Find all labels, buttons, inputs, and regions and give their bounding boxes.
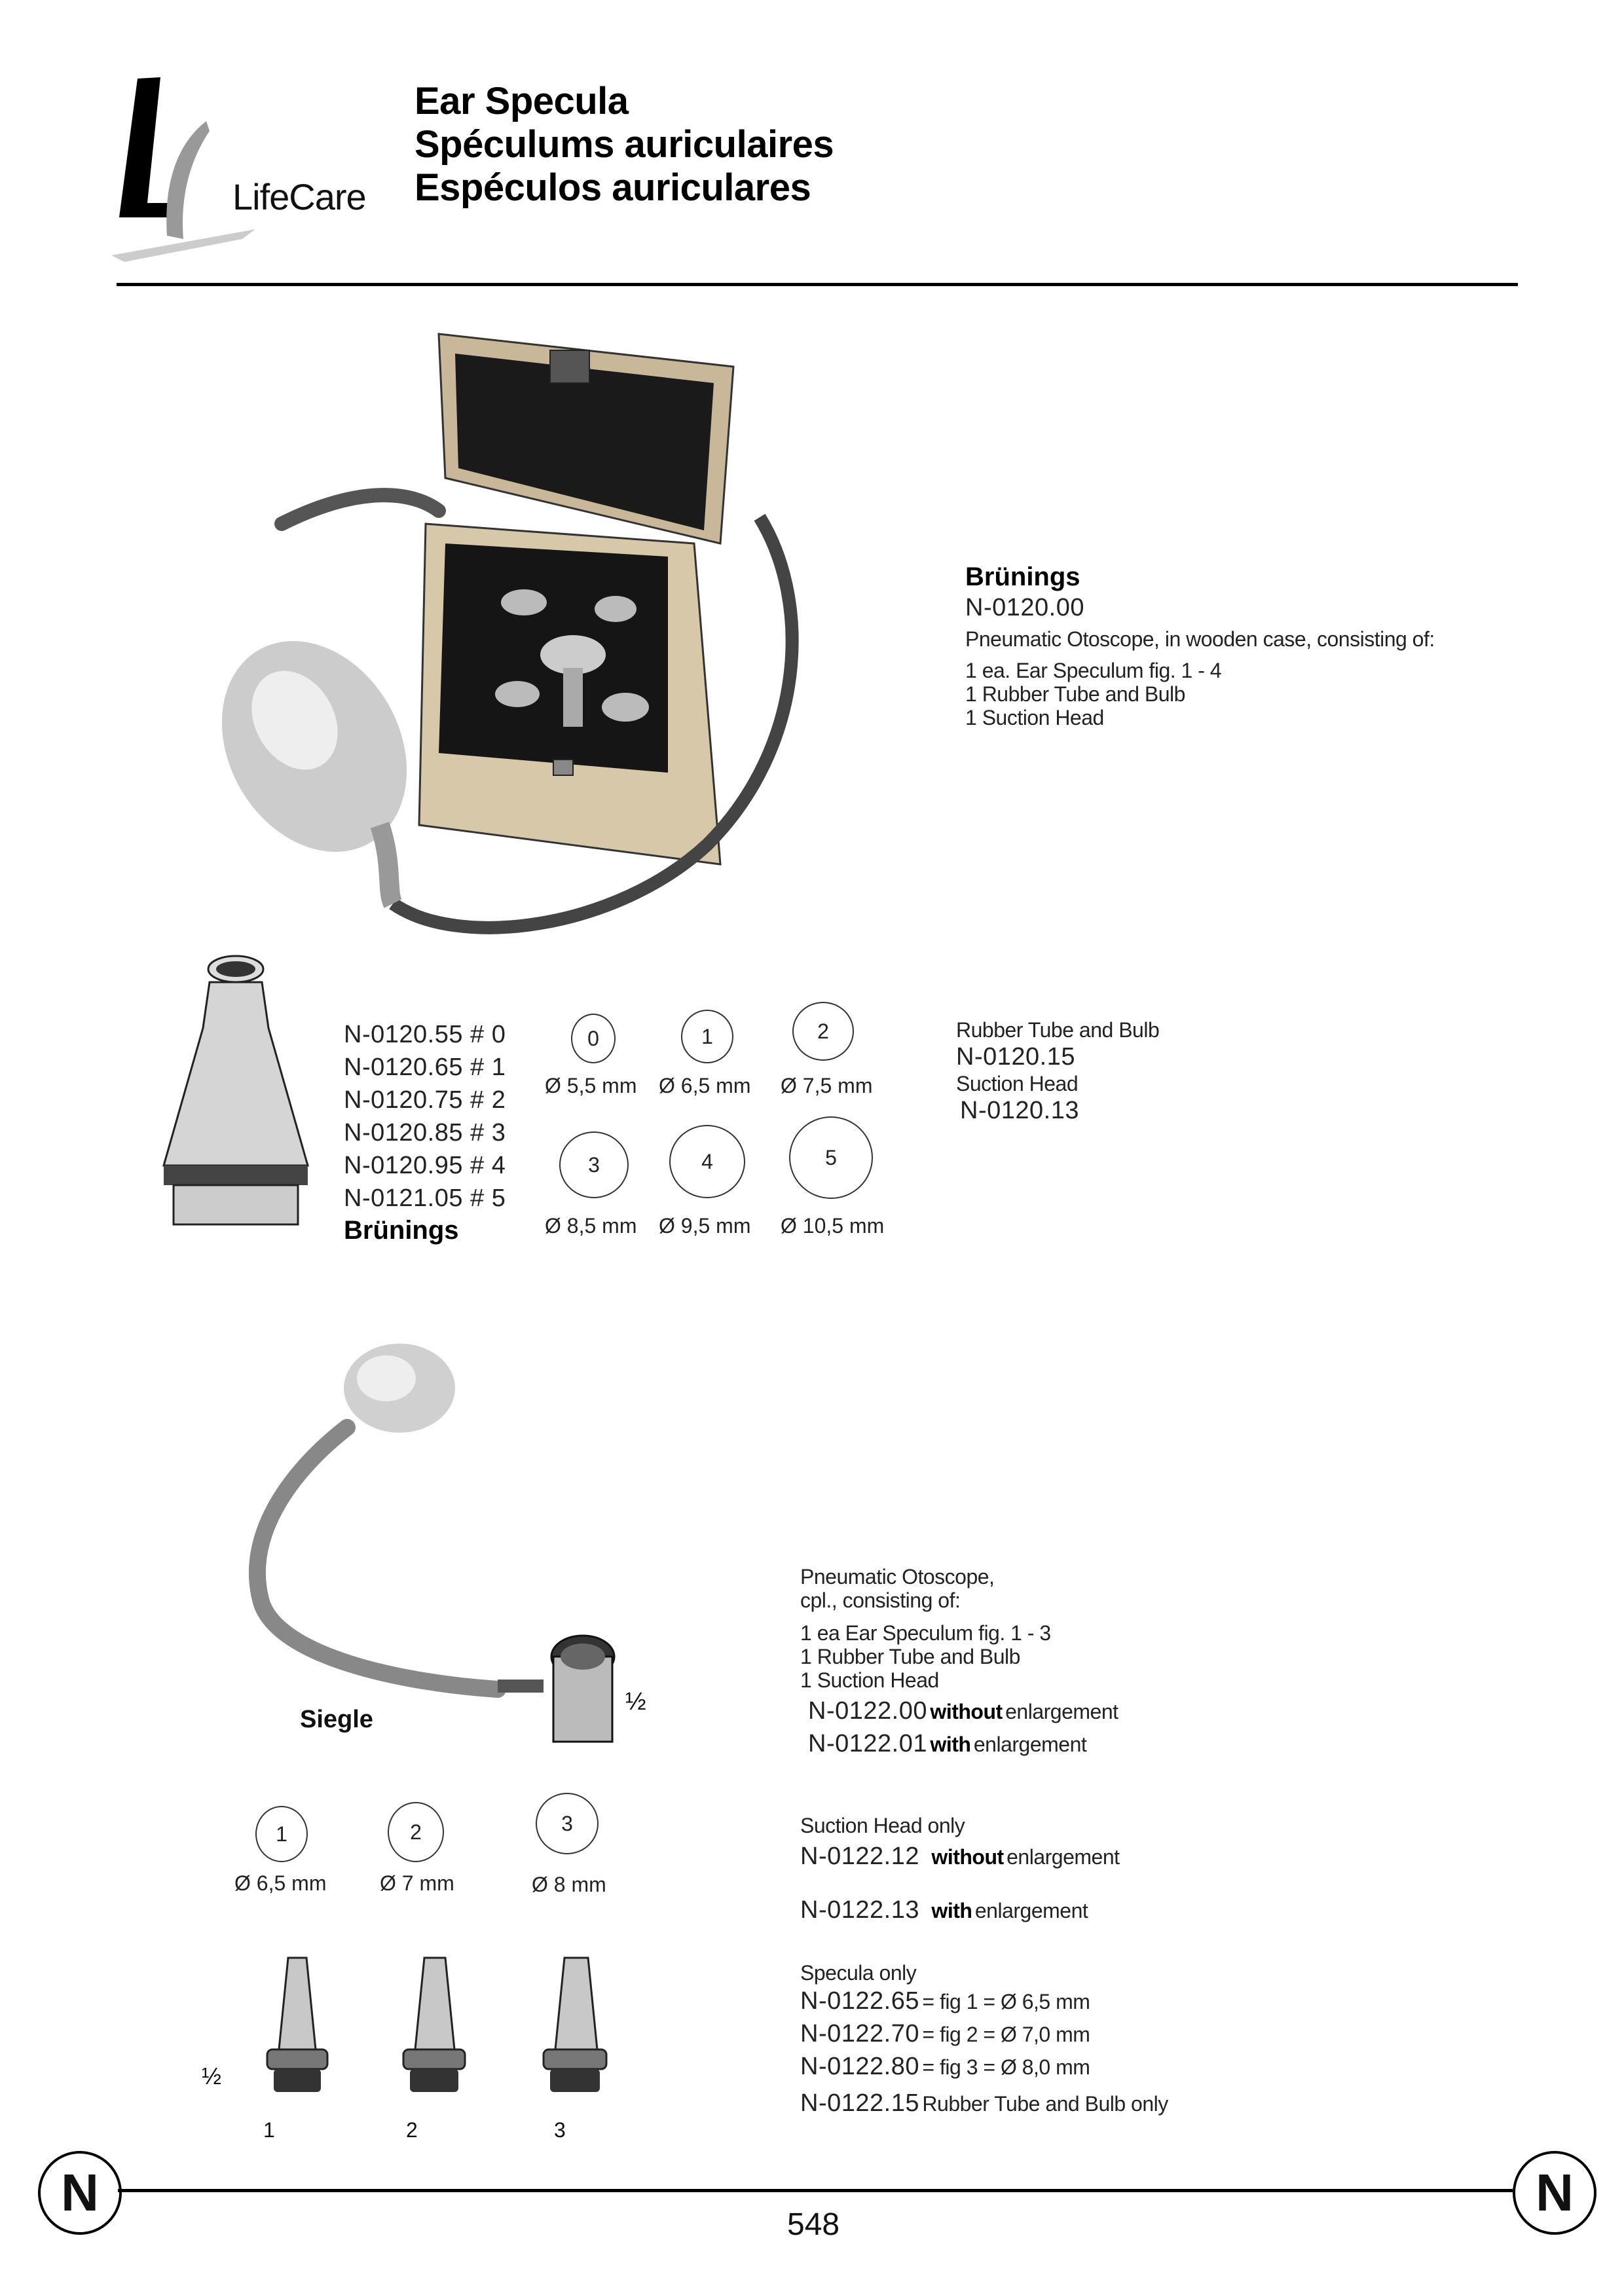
siegle-set-content: 1 ea Ear Speculum fig. 1 - 3 [800,1621,1051,1645]
siegle-size-circle-1: 1 [255,1806,308,1862]
siegle-scale: ½ [625,1688,646,1716]
fig-label: 3 [554,2118,566,2142]
siegle-size-diameter: Ø 7 mm [380,1871,454,1895]
size-circle-2: 2 [792,1002,854,1061]
brunings-set-info [965,562,1435,729]
speculum-code: N-0120.75 # 2 [344,1086,506,1114]
siegle-variant: N-0122.00 without enlargement [808,1697,1118,1725]
siegle-set-info [800,1565,1118,1760]
speculum-fig-2 [403,1958,465,2092]
speculum-code: N-0120.65 # 1 [344,1054,506,1081]
speculum-code: N-0120.85 # 3 [344,1119,506,1147]
speculum-code: N-0121.05 # 5 [344,1184,506,1212]
brunings-otoscope-case-image [196,327,799,963]
logo-text: LifeCare [232,176,366,217]
siegle-suction-info [800,1814,1120,1926]
size-diameter: Ø 5,5 mm [545,1074,637,1097]
brunings-set-content: 1 ea. Ear Speculum fig. 1 - 4 [965,659,1222,682]
tube-code: N-0120.15 [956,1043,1075,1071]
size-circle-3: 3 [559,1131,629,1198]
siegle-label: Siegle [300,1706,373,1733]
specula-only-label: Specula only [800,1961,917,1985]
fig-label: 1 [263,2118,275,2142]
speculum-fig-3 [544,1958,606,2092]
suction-variant: N-0122.13 with enlargement [800,1896,1088,1924]
size-circle-4: 4 [669,1125,745,1198]
tube-label: Rubber Tube and Bulb [956,1018,1160,1042]
title-es: Espéculos auriculares [415,166,811,209]
specula-item: N-0122.80 = fig 3 = Ø 8,0 mm [800,2053,1090,2080]
siegle-set-description: Pneumatic Otoscope, [800,1565,995,1588]
siegle-set-content: 1 Suction Head [800,1668,939,1692]
siegle-speculum-images [223,1951,642,2102]
brunings-speculum-label: Brünings [344,1216,459,1245]
title-fr: Spéculums auriculaires [415,123,834,166]
title-en: Ear Specula [415,80,629,122]
brunings-parts [956,1018,1159,1126]
speculum-code: N-0120.55 # 0 [344,1021,506,1048]
siegle-size-diameter: Ø 6,5 mm [234,1871,327,1895]
suction-label: Suction Head only [800,1814,965,1837]
page-number: 548 [787,2207,840,2242]
size-diameter: Ø 9,5 mm [659,1214,751,1238]
fig-label: 2 [406,2118,418,2142]
speculum-code: N-0120.95 # 4 [344,1152,506,1179]
brunings-set-description: Pneumatic Otoscope, in wooden case, consisting of: [965,627,1435,651]
head-label: Suction Head [956,1072,1079,1095]
size-diameter: Ø 7,5 mm [781,1074,873,1097]
siegle-size-diameter: Ø 8 mm [532,1873,606,1896]
lifecare-logo-icon [111,72,373,262]
header-rule [117,283,1518,286]
siegle-specula-scale: ½ [202,2063,222,2089]
size-diameter: Ø 6,5 mm [659,1074,751,1097]
siegle-variant: N-0122.01 with enlargement [808,1730,1087,1757]
head-code: N-0120.13 [960,1097,1079,1124]
siegle-otoscope-image [236,1342,681,1748]
suction-variant: N-0122.12 without enlargement [800,1843,1120,1870]
page-titles [415,80,834,210]
size-circle-5: 5 [789,1116,873,1199]
brunings-set-content: 1 Suction Head [965,706,1104,729]
size-diameter: Ø 10,5 mm [781,1214,885,1238]
brunings-set-content: 1 Rubber Tube and Bulb [965,682,1185,706]
section-badge-left: N [38,2151,122,2235]
siegle-size-circle-3: 3 [536,1793,599,1854]
siegle-set-content: 1 Rubber Tube and Bulb [800,1645,1020,1668]
section-badge-right: N [1513,2151,1596,2235]
tube-item: N-0122.15 Rubber Tube and Bulb only [800,2089,1168,2117]
size-circle-1: 1 [681,1010,733,1063]
siegle-specula-info [800,1961,1168,2120]
brunings-speculum-image [144,943,327,1244]
brunings-set-name: Brünings [965,562,1080,591]
size-circle-0: 0 [571,1014,616,1063]
speculum-fig-1 [267,1958,327,2092]
brunings-set-code: N-0120.00 [965,594,1084,621]
siegle-size-circle-2: 2 [388,1802,444,1862]
specula-item: N-0122.70 = fig 2 = Ø 7,0 mm [800,2020,1090,2047]
specula-item: N-0122.65 = fig 1 = Ø 6,5 mm [800,1987,1090,2015]
size-diameter: Ø 8,5 mm [545,1214,637,1238]
footer-rule [118,2189,1513,2192]
logo [111,72,373,262]
siegle-set-description: cpl., consisting of: [800,1588,961,1612]
brunings-speculum-codes [344,1018,506,1246]
